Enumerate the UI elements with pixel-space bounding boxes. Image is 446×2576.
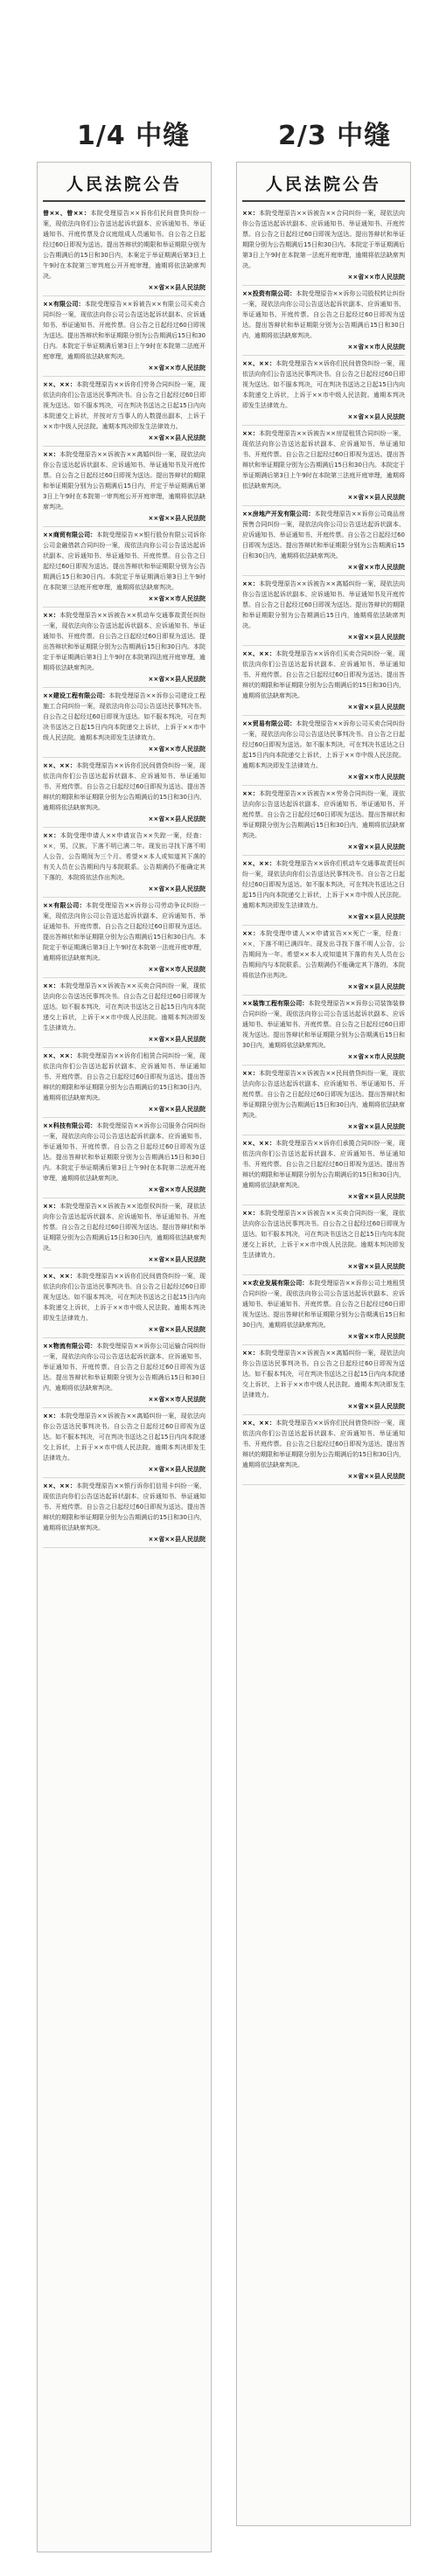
notice-body: 本院受理原告××诉你们民间借贷纠纷一案，现依法向你们公告送达民事判决书。自公告之日起经过60日即视为送达。如不服本判决，可在判决书送达之日起15日内向本院递交上诉状，上诉于××市中级人民法院。逾期本判决即发生法律效力。 [242,360,405,409]
notice-item [43,828,206,898]
notice-addressee: ××： [242,1350,260,1357]
notice-item [242,1415,405,1485]
notice-court: ××省××市人民法院 [148,1186,206,1193]
notice-court: ××省××县人民法院 [347,1193,405,1200]
notice-addressee: ××有限公司： [43,902,86,909]
notice-body: 本院受理原告××诉你们劳务合同纠纷一案，现依法向你们公告送达民事判决书。自公告之日起经过60日即视为送达。如不服本判决，可在判决书送达之日起15日内向本院递交上诉状，并按对方当事人的人数提出副本，上诉于××市中级人民法院。逾期本判决即发生法律效力。 [43,381,206,430]
notice-addressee: ××、××： [242,1140,276,1147]
notice-body: 本院受理原告××诉被告××离婚纠纷一案，现依法向你公告送达起诉状副本、应诉通知书、举证通知书及开庭传票。自公告之日起经过60日即视为送达。提出答辩状的期限和举证期限分别为公告期满后15日内，并定于举证期满后第3日上午9时在本院第一审判庭公开开庭审理，逾期将依法缺席判决。 [43,451,206,510]
notice-court: ××省××县人民法院 [347,1263,405,1270]
notice-list [43,205,206,1548]
notice-court: ××省××县人民法院 [347,844,405,851]
notice-court: ××省××市人民法院 [148,746,206,753]
notice-body: 本院受理原告××诉你公司运输合同纠纷一案，现依法向你公司公告送达起诉状副本、应诉通知书、举证通知书、开庭传票。自公告之日起经过60日即视为送达。提出答辩状和举证期限分别为公告期满后15日和30日内，逾期将依法缺席判决。 [43,1343,206,1392]
notice-item [43,205,206,296]
notice-addressee: ××、××： [43,1482,77,1489]
notice-body: 本院受理原告××诉被告××合同纠纷一案，现依法向你公告送达起诉状副本、应诉通知书、举证通知书、开庭传票。自公告之日起经过60日即视为送达。提出答辩状和举证期限分别为公告期满后15日和30日内。本院定于举证期满后第3日上午9时在本院第一法庭开庭审理，逾期将依法缺席判决。 [242,210,405,269]
notice-item [43,527,206,608]
notice-body: 本院受理原告××诉你公司劳动争议纠纷一案，现依法向你公司公告送达起诉状副本、应诉通知书、举证通知书、开庭传票。自公告之日起经过60日即视为送达。提出答辩状和举证期限分别为公告期满后15日和30日内。本院定于举证期满后第3日上午9时在本院第一法庭开庭审理，逾期将依法缺席判决。 [43,902,206,962]
notice-body: 本院受理原告××诉你们民间借贷纠纷一案，现依法向你们公告送达民事判决书。自公告之日起经过60日即视为送达。如不服本判决，可在判决书送达之日起15日内向本院递交上诉状，上诉于××市中级人民法院。逾期本判决即发生法律效力。 [43,1273,206,1322]
notice-addressee: ××： [242,930,260,937]
notice-addressee: ××贸易有限公司： [242,720,296,727]
notice-court: ××省××县人民法院 [148,676,206,683]
notice-court: ××省××县人民法院 [148,515,206,522]
notice-body: 本院受理原告××诉被告××民间借贷纠纷一案，现依法向你公告送达起诉状副本、应诉通知书、举证通知书、开庭传票。自公告之日起经过60日即视为送达。提出答辩状和举证期限分别为公告期满后15日和30日内，逾期将依法缺席判决。 [242,1070,405,1119]
notice-item [43,1118,206,1198]
notice-addressee: ××、××： [43,1273,77,1280]
notice-body: 本院受理原告××诉你公司服务合同纠纷一案，现依法向你公司公告送达起诉状副本、应诉通知书、举证通知书、开庭传票。自公告之日起经过60日即视为送达。提出答辩状和举证期限分别为公告期满后15日和30日内。本院定于举证期满后第3日上午9时在本院第二法庭开庭审理，逾期将依法缺席判决。 [43,1122,206,1182]
notice-item [43,608,206,688]
notice-item [43,447,206,527]
notice-addressee: ××： [43,1413,60,1420]
notice-body: 本院受理原告××诉你们买卖合同纠纷一案，现依法向你们公告送达起诉状副本、应诉通知书、举证通知书、开庭传票。自公告之日起经过60日即视为送达。提出答辩状的期限和举证期限分别为公告期满后的15日和30日内，逾期将依法缺席判决。 [242,650,405,699]
right-fold-label: 2/3 中缝 [278,121,392,151]
notice-item [242,926,405,996]
notice-court: ××省××市人民法院 [347,274,405,281]
notice-item [242,1275,405,1345]
notice-item [242,506,405,576]
notice-body: 本院受理原告××诉你公司建设工程施工合同纠纷一案，现依法向你公司公告送达民事判决书。自公告之日起经过60日即视为送达。如不服本判决，可在判决书送达之日起15日内向本院递交上诉状，上诉于××市中级人民法院。逾期本判决即发生法律效力。 [43,692,206,741]
notice-item [43,1338,206,1408]
notice-body: 本院受理原告××诉被告××房屋租赁合同纠纷一案，现依法向你公告送达起诉状副本、应诉通知书、举证通知书、开庭传票。自公告之日起经过60日即视为送达。提出答辩状和举证期限分别为公告期满后15日和30日内。本院定于举证期满后第3日上午9时在本院第三法庭开庭审理，逾期将依法缺席判决。 [242,430,405,490]
notice-addressee: ××： [242,430,260,437]
notice-addressee: ××： [242,580,260,587]
notice-addressee: ××： [242,1070,260,1077]
notice-body: 本院受理原告××诉你们承揽合同纠纷一案，现依法向你们公告送达起诉状副本、应诉通知书、举证通知书、开庭传票。自公告之日起经过60日即视为送达。提出答辩状的期限和举证期限分别为公告期满后的15日和30日内，逾期将依法缺席判决。 [242,1140,405,1189]
notice-court: ××省××市人民法院 [347,1053,405,1060]
notice-court: ××省××县人民法院 [347,704,405,711]
notice-body: 本院受理原告××诉被告××离婚纠纷一案，现依法向你公告送达民事判决书。自公告之日起经过60日即视为送达。如不服本判决，可在判决书送达之日起15日内向本院递交上诉状，上诉于××市中级人民法院。逾期本判决即发生法律效力。 [43,1413,206,1462]
notice-list [242,205,405,1485]
notice-addressee: ××、××： [43,381,77,388]
notice-body: 本院受理原告××诉你公司买卖合同纠纷一案，现依法向你公司公告送达民事判决书。自公告之日起经过60日即视为送达。如不服本判决，可在判决书送达之日起15日内向本院递交上诉状，上诉于××市中级人民法院。逾期本判决即发生法律效力。 [242,720,406,769]
notice-item [43,758,206,828]
notice-item [43,296,206,377]
notice-court: ××省××县人民法院 [347,634,405,641]
notice-court: ××省××县人民法院 [148,1326,206,1333]
notice-court: ××省××县人民法院 [148,434,206,441]
notice-body: 本院受理原告××诉你公司股权转让纠纷一案，现依法向你公司公告送达起诉状副本、应诉通知书、举证通知书、开庭传票。自公告之日起经过60日即视为送达。提出答辩状和举证期限分别为公告期满后15日和30日内，逾期将依法缺席判决。 [242,290,406,339]
notice-body: 本院受理原告××诉被告××追偿权纠纷一案，现依法向你公告送达起诉状副本、应诉通知书、举证通知书、开庭传票。自公告之日起经过60日即视为送达。提出答辩状和举证期限分别为公告期满后15日和30日内，逾期将依法缺席判决。 [43,1203,206,1252]
notice-item [242,1205,405,1275]
notice-court: ××省××县人民法院 [347,1123,405,1130]
notice-item [242,426,405,506]
notice-addressee: ××、××： [242,1420,276,1427]
notice-item [242,1345,405,1415]
notice-item [242,1135,405,1205]
notice-addressee: ××建设工程有限公司： [43,692,109,699]
notice-body: 本院受理原告××诉你们租赁合同纠纷一案，现依法向你们公告送达起诉状副本、应诉通知书、举证通知书、开庭传票。自公告之日起经过60日即视为送达。提出答辩状的期限和举证期限分别为公告期满后的15日和30日内，逾期将依法缺席判决。 [43,1052,206,1101]
notice-item [43,1198,206,1268]
notice-court: ××省××县人民法院 [347,1403,405,1410]
notice-item [43,688,206,758]
notice-addressee: ××、××： [43,1052,77,1059]
notice-addressee: ××： [43,612,60,619]
left-fold-label: 1/4 中缝 [77,121,191,151]
notice-body: 本院受理原告××诉你公司土地租赁合同纠纷一案，现依法向你公司公告送达起诉状副本、应诉通知书、举证通知书、开庭传票。自公告之日起经过60日即视为送达。提出答辩状和举证期限分别为公告期满后15日和30日内，逾期将依法缺席判决。 [242,1280,405,1329]
notice-court: ××省××市人民法院 [347,564,405,571]
notice-body: 本院受理申请人××申请宣告××死亡一案，经查：××，下落不明已满四年。现发出寻找下落不明人公告，公告期间为一年。希望××本人或知道其下落的有关人员在公告期间内与本院联系。公告期满仍不能确定其下落的，本院将依法作出判决。 [242,930,405,979]
notice-court: ××省××县人民法院 [148,816,206,823]
notice-body: 本院受理原告××诉被告××有限公司买卖合同纠纷一案，现依法向你公司公告送达起诉状副本、应诉通知书、举证通知书、开庭传票。自公告之日起经过60日即视为送达。提出答辩状和举证期限分别为公告期满后15日和30日内。本院定于举证期满后第3日上午9时在本院第二法庭开庭审理，逾期将依法缺席判决。 [43,301,206,360]
notice-addressee: ××： [43,982,60,989]
notice-addressee: ××房地产开发有限公司： [242,510,315,517]
notice-addressee: ××投资有限公司： [242,290,296,297]
notice-court: ××省××县人民法院 [347,494,405,501]
notice-body: 本院受理申请人××申请宣告××失踪一案，经查：××，男，汉族，下落不明已满二年。现发出寻找下落不明人公告，公告期间为三个月。希望××本人或知道其下落的有关人员在公告期间内与本院联系。公告期满仍不能确定其下落的，本院将依法作出判决。 [43,832,206,881]
notice-court: ××省××县人民法院 [347,1473,405,1480]
notice-court: ××省××县人民法院 [347,913,405,920]
notice-item [43,377,206,447]
notice-body: 本院受理原告××诉被告××离婚纠纷一案，现依法向你公告送达起诉状副本、应诉通知书、举证通知书及开庭传票。自公告之日起经过60日即视为送达。提出答辩状的期限和举证期限分别为公告期满后15日内，逾期将依法缺席判决。 [242,580,405,629]
notice-addressee: ××、××： [43,762,77,769]
notice-body: 本院受理原告××诉被告××离婚纠纷一案，现依法向你公告送达民事判决书。自公告之日起经过60日即视为送达。如不服本判决，可在判决书送达之日起15日内向本院递交上诉状，上诉于××市中级人民法院。逾期本判决即发生法律效力。 [242,1350,405,1399]
notice-item [242,1066,405,1135]
notice-item [43,978,206,1048]
notice-addressee: 曾××、曾××： [43,210,91,217]
notice-addressee: ××： [242,1210,260,1217]
notice-column-left [37,162,212,2552]
notice-court: ××省××市人民法院 [148,365,206,371]
notice-court: ××省××市人民法院 [347,344,405,351]
notice-body: 本院受理原告××诉你公司商品房预售合同纠纷一案，现依法向你公司公告送达起诉状副本、应诉通知书、举证通知书、开庭传票。自公告之日起经过60日即视为送达。提出答辩状和举证期限分别为公告期满后15日和30日内，逾期将依法缺席判决。 [242,510,405,559]
notice-addressee: ××： [43,451,60,458]
notice-item [242,856,405,926]
notice-item [43,1268,206,1338]
notice-court: ××省××县人民法院 [347,983,405,990]
notice-addressee: ××农业发展有限公司： [242,1280,309,1287]
notice-court: ××省××县人民法院 [148,885,206,892]
notice-item [242,356,405,426]
notice-item [242,716,405,786]
notice-addressee: ××、××： [242,860,276,867]
notice-court: ××省××县人民法院 [148,1256,206,1263]
notice-item [43,1478,206,1548]
notice-body: 本院受理原告××诉你们民间借贷纠纷一案，现依法向你们公告送达起诉状副本、应诉通知书、举证通知书、开庭传票。自公告之日起经过60日即视为送达。提出答辩状的期限和举证期限分别为公告期满后的15日和30日内，逾期将依法缺席判决。 [242,1420,405,1469]
notice-addressee: ××： [242,790,260,797]
notice-court: ××省××县人民法院 [148,1036,206,1043]
notice-court: ××省××县人民法院 [148,1106,206,1113]
notice-item [242,205,405,286]
page-header [0,0,446,157]
notice-body: 本院受理原告××诉被告××买卖合同纠纷一案，现依法向你公告送达民事判决书。自公告之日起经过60日即视为送达。如不服本判决，可在判决书送达之日起15日内向本院递交上诉状，上诉于××市中级人民法院。逾期本判决即发生法律效力。 [43,982,206,1031]
notice-body: 本院受理原告××诉被告××机动车交通事故责任纠纷一案，现依法向你公告送达起诉状副本、应诉通知书、举证通知书、开庭传票。自公告之日起经过60日即视为送达。提出答辩状和举证期限分别为公告期满后15日和30日内。本院定于举证期满后第3日上午9时在本院第四法庭开庭审理，逾期将依法缺席判决。 [43,612,206,671]
notice-item [43,1408,206,1478]
notice-addressee: ××、××： [242,650,276,657]
notice-court: ××省××县人民法院 [148,1466,206,1473]
column-title: 人民法院公告 [43,168,206,202]
notice-item [43,898,206,978]
notice-court: ××省××市人民法院 [347,1333,405,1340]
notice-item [242,286,405,356]
notice-addressee: ××装饰工程有限公司： [242,1000,309,1007]
notice-body: 本院受理原告××诉你公司装饰装修合同纠纷一案，现依法向你公司公告送达起诉状副本、应诉通知书、举证通知书、开庭传票。自公告之日起经过60日即视为送达。提出答辩状和举证期限分别为公告期满后15日和30日内，逾期将依法缺席判决。 [242,1000,405,1049]
column-title: 人民法院公告 [242,168,405,202]
notice-court: ××省××市人民法院 [148,595,206,602]
notice-addressee: ××： [43,1203,60,1210]
notice-addressee: ××： [242,210,260,217]
notice-court: ××省××县人民法院 [148,1536,206,1543]
notice-addressee: ××： [43,832,60,839]
notice-body: 本院受理原告××诉被告××买卖合同纠纷一案，现依法向你公告送达民事判决书。自公告之日起经过60日即视为送达。如不服本判决，可在判决书送达之日起15日内向本院递交上诉状，上诉于××市中级人民法院。逾期本判决即发生法律效力。 [242,1210,405,1259]
notice-item [242,786,405,856]
notice-body: 本院受理原告××诉你们机动车交通事故责任纠纷一案，现依法向你们公告送达民事判决书。自公告之日起经过60日即视为送达。如不服本判决，可在判决书送达之日起15日内向本院递交上诉状，上诉于××市中级人民法院。逾期本判决即发生法律效力。 [242,860,405,909]
notice-court: ××省××市人民法院 [148,966,206,973]
notice-court: ××省××市人民法院 [347,774,405,781]
notice-addressee: ××有限公司： [43,301,85,308]
notice-column-right [236,162,411,2526]
notice-addressee: ××商贸有限公司： [43,531,97,538]
notice-body: 本院受理原告××诉被告××劳务合同纠纷一案，现依法向你公告送达起诉状副本、应诉通知书、举证通知书、开庭传票。自公告之日起经过60日即视为送达。提出答辩状和举证期限分别为公告期满后15日和30日内，逾期将依法缺席判决。 [242,790,405,839]
notice-addressee: ××物流有限公司： [43,1343,97,1350]
notice-addressee: ××、××： [242,360,276,367]
notice-item [43,1048,206,1118]
notice-body: 本院受理原告××银行诉你们信用卡纠纷一案，现依法向你们公告送达起诉状副本、应诉通知书、举证通知书、开庭传票。自公告之日起经过60日即视为送达。提出答辩状的期限和举证期限分别为公告期满后的15日和30日内，逾期将依法缺席判决。 [43,1482,206,1531]
notice-item [242,996,405,1066]
notice-court: ××省××县人民法院 [148,284,206,291]
notice-body: 本院受理原告××银行股份有限公司诉你公司金融借款合同纠纷一案，现依法向你公司公告送达起诉状副本、应诉通知书、举证通知书、开庭传票。自公告之日起经过60日即视为送达。提出答辩状和举证期限分别为公告期满后15日和30日内。本院定于举证期满后第3日上午9时在本院第三法庭开庭审理，逾期将依法缺席判决。 [43,531,206,591]
notice-body: 本院受理原告××诉你们民间借贷纠纷一案，现依法向你们公告送达起诉状副本、应诉通知书、举证通知书、开庭传票及合议庭组成人员通知书。自公告之日起经过60日即视为送达。提出答辩状的期限和举证期限分别为公告期满后的15日和30日内，本案定于举证期满后第3日上午9时在本院第三审判庭公开开庭审理，逾期将依法缺席判决。 [43,210,206,280]
notice-body: 本院受理原告××诉你们民间借贷纠纷一案，现依法向你们公告送达起诉状副本、应诉通知书、举证通知书、开庭传票。自公告之日起经过60日即视为送达。提出答辩状的期限和举证期限分别为公告期满后的15日和30日内，逾期将依法缺席判决。 [43,762,206,811]
notice-court: ××省××县人民法院 [347,413,405,420]
notice-item [242,646,405,716]
notice-addressee: ××科技有限公司： [43,1122,97,1129]
notice-court: ××省××市人民法院 [148,1396,206,1403]
notice-item [242,576,405,646]
